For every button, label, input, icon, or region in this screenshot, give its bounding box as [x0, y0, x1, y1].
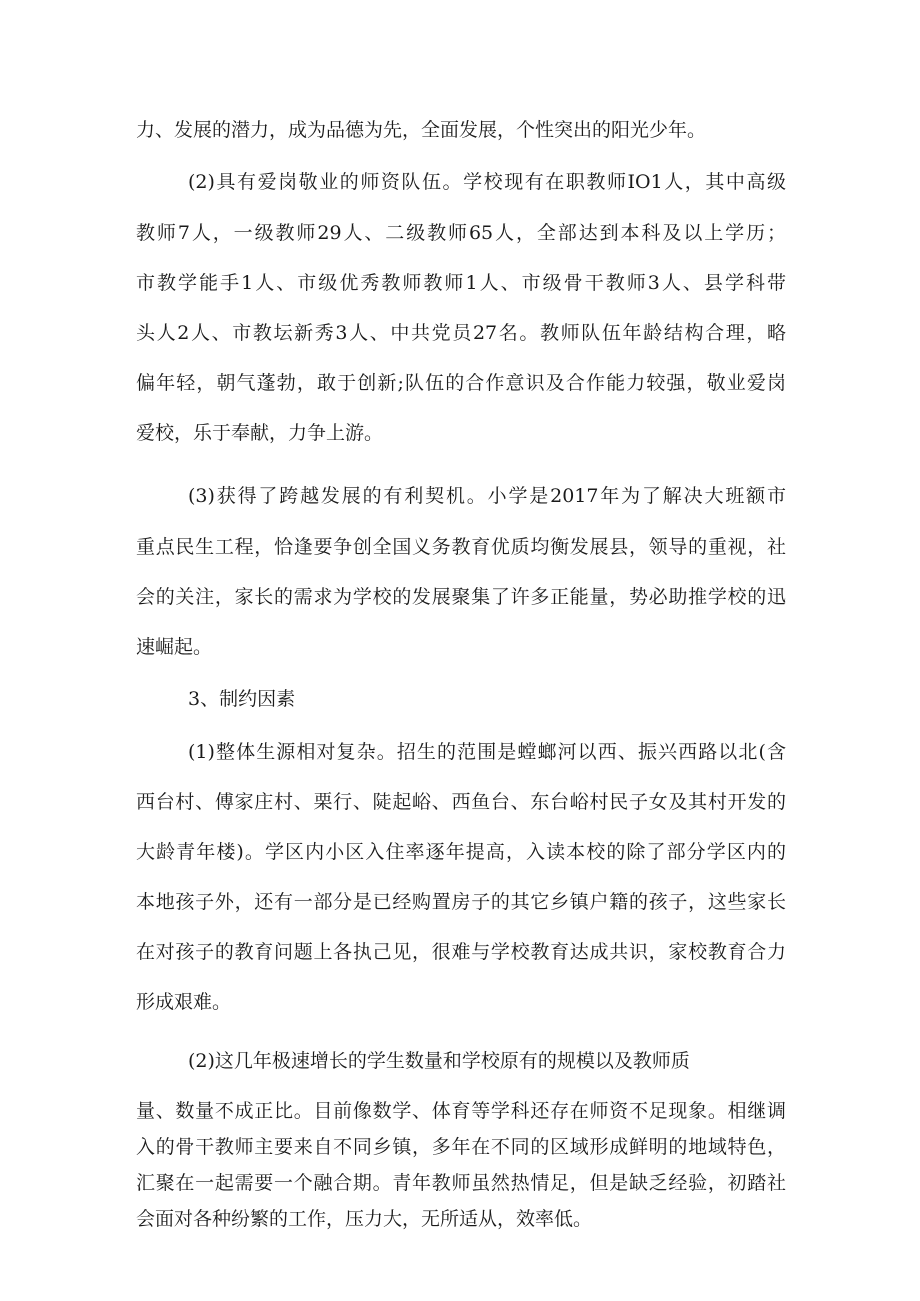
text-line: 西台村、傅家庄村、栗行、陡起峪、西鱼台、东台峪村民子女及其村开发的	[136, 791, 786, 813]
text-line: 入的骨干教师主要来自不同乡镇，多年在不同的区域形成鲜明的地域特色，	[136, 1136, 786, 1158]
text-line: 本地孩子外，还有一部分是已经购置房子的其它乡镇户籍的孩子，这些家长	[136, 891, 786, 913]
text-line: 会面对各种纷繁的工作，压力大，无所适从，效率低。	[136, 1208, 593, 1230]
text-line: 教师7人，一级教师29人、二级教师65人，全部达到本科及以上学历；	[136, 222, 786, 244]
paragraph-heading-line: (2)具有爱岗敬业的师资队伍。学校现有在职教师IO1人，其中高级	[188, 171, 786, 193]
text-line: 速崛起。	[136, 636, 213, 658]
text-line: 形成艰难。	[136, 991, 232, 1013]
text-line: 量、数量不成正比。目前像数学、体育等学科还存在师资不足现象。相继调	[136, 1100, 786, 1122]
text-line: 市教学能手1人、市级优秀教师教师1人、市级骨干教师3人、县学科带	[136, 272, 786, 294]
text-line: 偏年轻，朝气蓬勃，敢于创新;队伍的合作意识及合作能力较强，敬业爱岗	[136, 372, 786, 394]
text-line: 在对孩子的教育问题上各执己见，很难与学校教育达成共识，家校教育合力	[136, 941, 786, 963]
paragraph-heading-line: (2)这几年极速增长的学生数量和学校原有的规模以及教师质	[188, 1050, 690, 1072]
text-line: 力、发展的潜力，成为品德为先，全面发展，个性突出的阳光少年。	[136, 119, 707, 141]
text-line: 会的关注，家长的需求为学校的发展聚集了许多正能量，势必助推学校的迅	[136, 586, 786, 608]
section-heading: 3、制约因素	[188, 688, 296, 710]
paragraph-heading-line: (1)整体生源相对复杂。招生的范围是螳螂河以西、振兴西路以北(含	[188, 741, 786, 763]
text-line: 爱校，乐于奉献，力争上游。	[136, 422, 384, 444]
paragraph-heading-line: (3)获得了跨越发展的有利契机。小学是2017年为了解决大班额市	[188, 485, 786, 507]
text-line: 头人2人、市教坛新秀3人、中共党员27名。教师队伍年龄结构合理，略	[136, 322, 786, 344]
text-line: 大龄青年楼)。学区内小区入住率逐年提高，入读本校的除了部分学区内的	[136, 841, 786, 863]
text-line: 汇聚在一起需要一个融合期。青年教师虽然热情足，但是缺乏经验，初踏社	[136, 1172, 786, 1194]
text-line: 重点民生工程，恰逢要争创全国义务教育优质均衡发展县，领导的重视，社	[136, 536, 786, 558]
